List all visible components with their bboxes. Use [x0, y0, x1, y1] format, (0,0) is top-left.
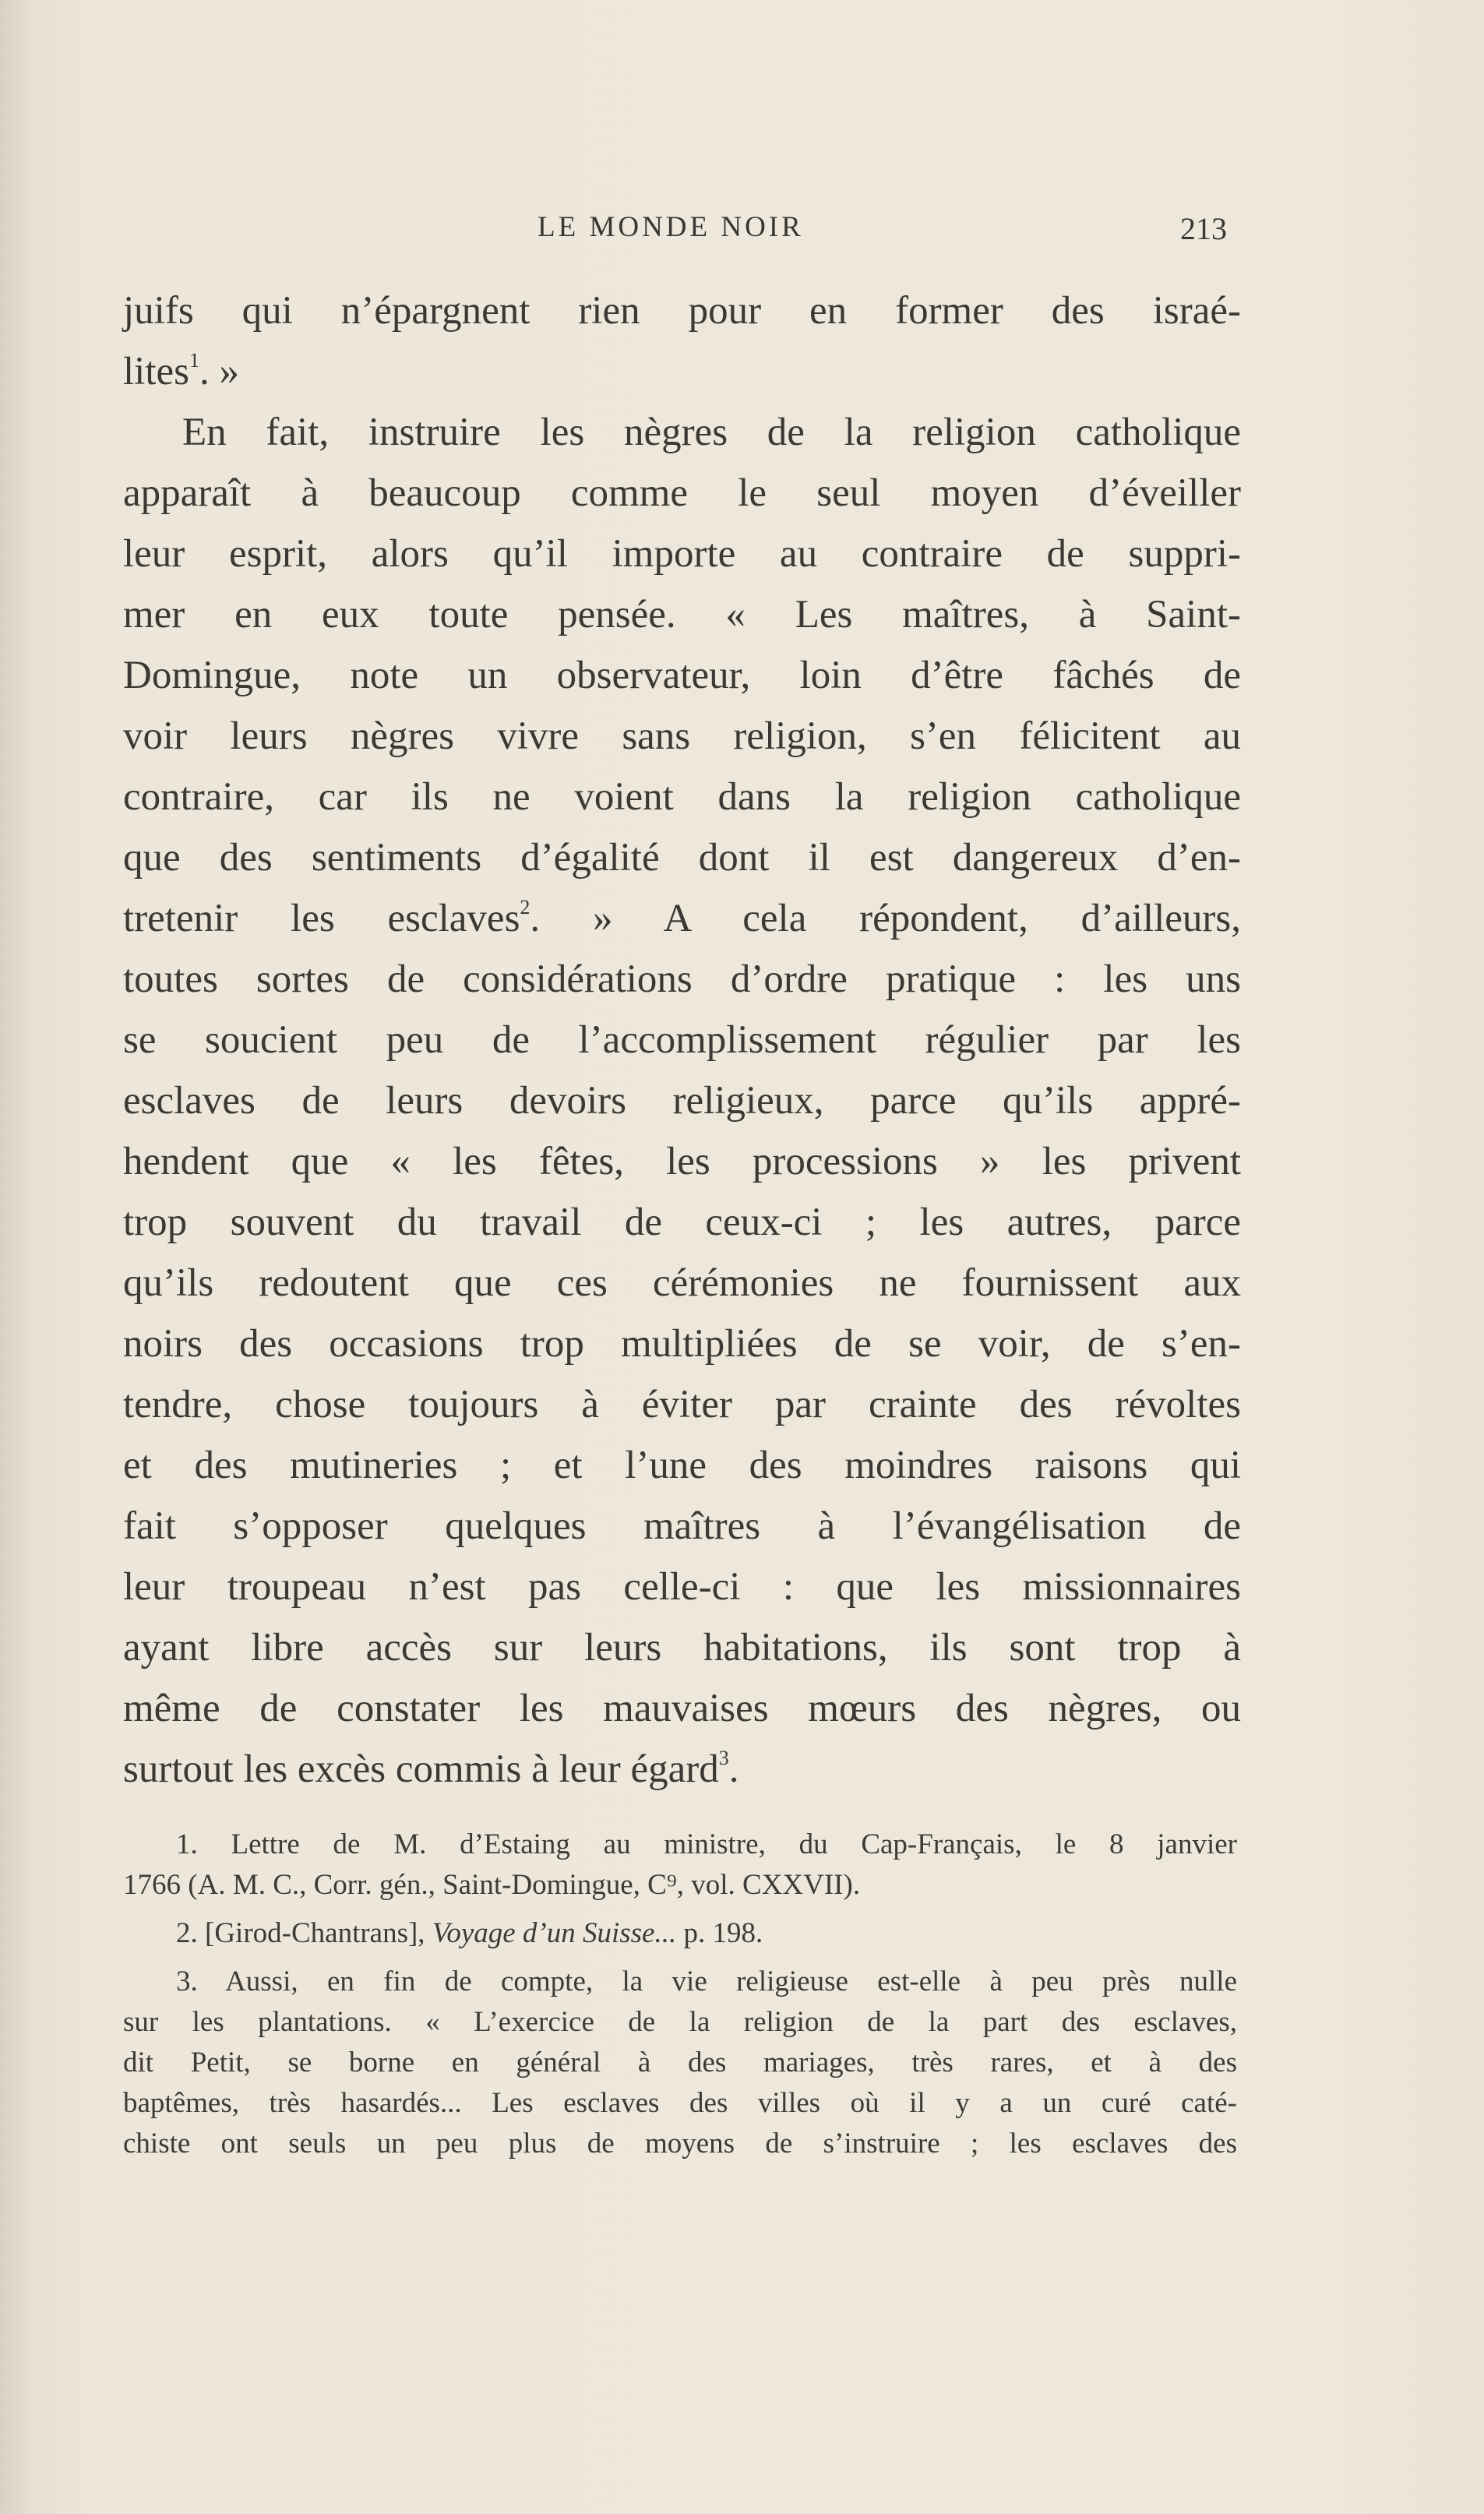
text-line: juifs qui n’épargnent rien pour en former des israé-: [123, 289, 1241, 333]
running-head: [0, 210, 1484, 257]
text-line: leur esprit, alors qu’il importe au contraire de suppri-: [123, 532, 1241, 576]
footnote-text: 2. [Girod-Chantrans],: [176, 1917, 432, 1949]
text-line: [123, 341, 1241, 402]
text-line: et des mutineries ; et l’une des moindres raisons qui: [123, 1444, 1241, 1487]
footnote-1: 1. Lettre de M. d’Estaing au ministre, du Cap-Français, le 8 janvier: [176, 1828, 1237, 1860]
text-line: que des sentiments d’égalité dont il est dangereux d’en-: [123, 836, 1241, 880]
page-number: 213: [1180, 211, 1227, 246]
footnote-3-continued: baptêmes, très hasardés... Les esclaves des villes où il y a un curé caté-: [123, 2087, 1237, 2119]
text-line: fait s’opposer quelques maîtres à l’évangélisation de: [123, 1504, 1241, 1548]
text-line: apparaît à beaucoup comme le seul moyen d’éveiller: [123, 471, 1241, 515]
footnote-3-continued: sur les plantations. « L’exercice de la religion de la part des esclaves,: [123, 2006, 1237, 2038]
text-line: qu’ils redoutent que ces cérémonies ne fournissent aux: [123, 1261, 1241, 1305]
paragraph-start-line: En fait, instruire les nègres de la religion catholique: [182, 411, 1241, 454]
footnote-3-continued: dit Petit, se borne en général à des mariages, très rares, et à des: [123, 2047, 1237, 2079]
body-text: [123, 280, 1241, 1800]
footnote-2: [123, 1913, 1237, 1954]
footnote-3-continued: chiste ont seuls un peu plus de moyens de s’instruire ; les esclaves des: [123, 2128, 1237, 2160]
text-line: esclaves de leurs devoirs religieux, parce qu’ils appré-: [123, 1079, 1241, 1123]
text-fragment: lites: [123, 350, 189, 393]
text-line: mer en eux toute pensée. « Les maîtres, à Saint-: [123, 593, 1241, 636]
footnote-1-continued: 1766 (A. M. C., Corr. gén., Saint-Domingue, C⁹, vol. CXXVII).: [123, 1869, 861, 1901]
text-line: [123, 888, 1241, 949]
text-line: même de constater les mauvaises mœurs des nègres, ou: [123, 1687, 1241, 1730]
footnotes: [123, 1825, 1237, 2164]
text-line: voir leurs nègres vivre sans religion, s’en félicitent au: [123, 714, 1241, 758]
text-fragment: tretenir les esclaves: [123, 897, 520, 940]
text-line: toutes sortes de considérations d’ordre pratique : les uns: [123, 957, 1241, 1001]
footnote-ref[interactable]: 1: [189, 349, 199, 372]
footnote-book-title: Voyage d’un Suisse...: [432, 1917, 677, 1949]
text-line: ayant libre accès sur leurs habitations, ils sont trop à: [123, 1626, 1241, 1670]
text-line: hendent que « les fêtes, les processions » les privent: [123, 1140, 1241, 1183]
text-line: Domingue, note un observateur, loin d’être fâchés de: [123, 654, 1241, 697]
text-fragment: .: [728, 1747, 739, 1791]
footnote-3: 3. Aussi, en fin de compte, la vie religieuse est-elle à peu près nulle: [176, 1966, 1237, 1997]
text-line: contraire, car ils ne voient dans la religion catholique: [123, 775, 1241, 819]
footnote-text: p. 198.: [676, 1917, 763, 1949]
footnote-ref[interactable]: 2: [520, 896, 531, 919]
text-fragment: . » A cela répondent, d’ailleurs,: [530, 897, 1241, 940]
text-line: leur troupeau n’est pas celle-ci : que les missionnaires: [123, 1565, 1241, 1609]
text-fragment: . »: [199, 350, 239, 393]
text-line: se soucient peu de l’accomplissement régulier par les: [123, 1018, 1241, 1062]
text-fragment: surtout les excès commis à leur égard: [123, 1747, 719, 1791]
running-title: LE MONDE NOIR: [538, 211, 804, 243]
footnote-ref[interactable]: 3: [718, 1747, 729, 1769]
text-line: noirs des occasions trop multipliées de se voir, de s’en-: [123, 1322, 1241, 1366]
text-line: tendre, chose toujours à éviter par crainte des révoltes: [123, 1383, 1241, 1426]
text-line: [123, 1739, 1241, 1800]
text-line: trop souvent du travail de ceux-ci ; les autres, parce: [123, 1201, 1241, 1244]
